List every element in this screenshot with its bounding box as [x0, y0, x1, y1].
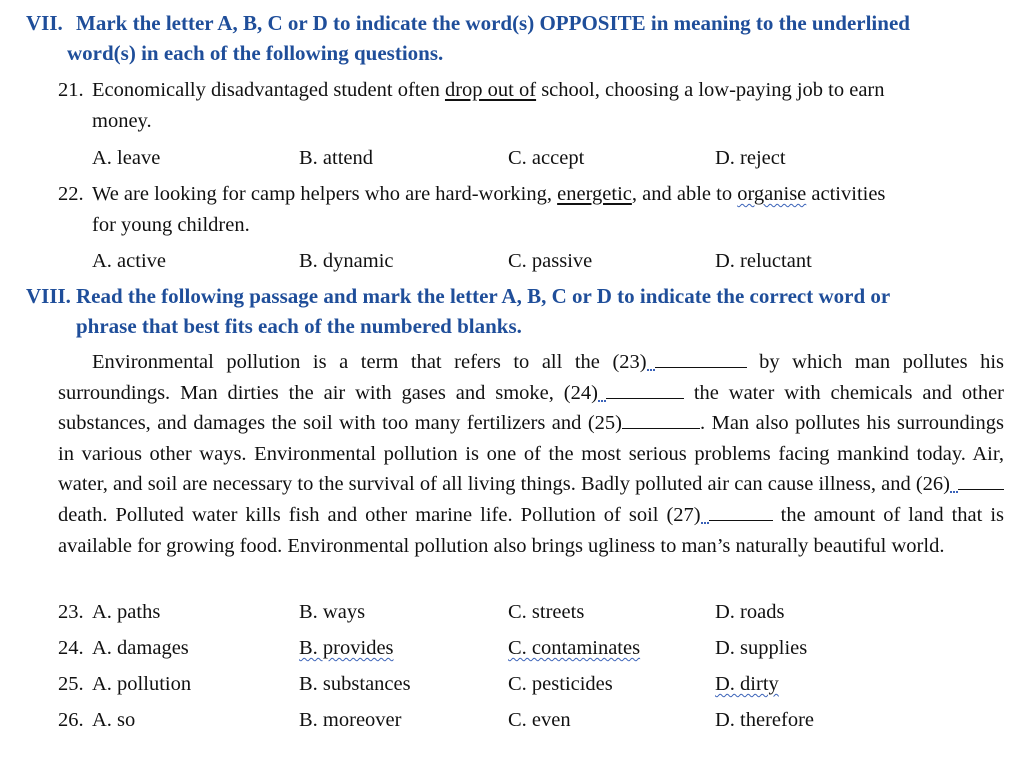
option-22-a[interactable]: A. active [92, 250, 166, 272]
section-8-line2: phrase that best fits each of the numbered blanks. [76, 314, 522, 338]
answer-23-b[interactable]: B. ways [299, 601, 366, 623]
answer-24-c[interactable]: C. contaminates [508, 637, 641, 659]
question-21-underlined: drop out of [444, 79, 537, 101]
question-22-underlined: energetic [557, 183, 632, 205]
question-22-line2: for young children. [92, 214, 250, 236]
answer-row-26 [58, 705, 998, 735]
answer-row-23 [58, 597, 998, 627]
option-22-c[interactable]: C. passive [508, 250, 593, 272]
section-7-line1: Mark the letter A, B, C or D to indicate the word(s) OPPOSITE in meaning to the underlined [76, 11, 910, 35]
section-8-heading [26, 281, 1006, 341]
answer-25-d[interactable]: D. dirty [715, 673, 779, 695]
answer-26-number: 26. [58, 709, 84, 731]
option-22-d[interactable]: D. reluctant [715, 250, 812, 272]
blank-26-number: (26) [915, 473, 950, 496]
answer-23-number: 23. [58, 601, 84, 623]
answer-24-b[interactable]: B. provides [299, 637, 394, 659]
blank-24[interactable] [606, 380, 684, 399]
answer-24-d[interactable]: D. supplies [715, 637, 808, 659]
passage-text-4: . Man also pollutes his surroundings in various other ways. Environmental pollution is one of the most serious problems facing mankind today. Air, water, and soil are necessary to the survival of all living things. Badly polluted air can cause illness, and [58, 412, 1004, 496]
blank-24-number: (24) [563, 381, 598, 404]
answer-25-a[interactable]: A. pollution [92, 673, 192, 695]
question-21-text: Economically disadvantaged student often [92, 79, 445, 101]
question-22-text: We are looking for camp helpers who are hard-working, [92, 183, 558, 205]
question-22-number: 22. [58, 183, 84, 205]
passage-text-6: the amount of land that is available for growing food. Environmental pollution also brings ugliness to man’s naturally beautiful world. [58, 503, 1004, 557]
section-7-number: VII. [26, 11, 63, 35]
answer-23-d[interactable]: D. roads [715, 601, 785, 623]
answer-25-number: 25. [58, 673, 84, 695]
answer-25-c[interactable]: C. pesticides [508, 673, 613, 695]
blank-25[interactable] [622, 410, 700, 429]
option-21-a[interactable]: A. leave [92, 147, 161, 169]
question-21 [58, 75, 1004, 137]
blank-23-number: (23) [612, 351, 647, 373]
question-22-text-mid: , and able to [631, 183, 738, 205]
answer-26-b[interactable]: B. moreover [299, 709, 402, 731]
answer-26-a[interactable]: A. so [92, 709, 136, 731]
blank-27[interactable] [709, 502, 773, 521]
blank-25-number: (25) [587, 412, 622, 435]
spellcheck-mark-icon [647, 363, 655, 371]
answer-24-number: 24. [58, 637, 84, 659]
answer-row-24 [58, 633, 998, 663]
question-22 [58, 179, 1004, 241]
answer-row-25 [58, 669, 998, 699]
passage-text-3: the water with chemicals and other substances, and damages the soil with too many fertilizers and [58, 381, 1004, 435]
blank-23[interactable] [655, 349, 747, 368]
section-7-heading [26, 8, 1006, 68]
answer-24-a[interactable]: A. damages [92, 637, 189, 659]
spellcheck-mark-icon [950, 485, 958, 493]
reading-passage [58, 347, 1004, 561]
passage-text-1: Environmental pollution is a term that refers to all the [92, 351, 613, 373]
answer-25-b[interactable]: B. substances [299, 673, 411, 695]
option-21-b[interactable]: B. attend [299, 147, 374, 169]
option-21-c[interactable]: C. accept [508, 147, 585, 169]
section-7-line2: word(s) in each of the following questions. [67, 41, 444, 65]
answer-26-d[interactable]: D. therefore [715, 709, 815, 731]
question-22-spellcheck-word: organise [737, 183, 807, 205]
spellcheck-mark-icon [598, 394, 606, 402]
blank-26[interactable] [958, 471, 1004, 490]
spellcheck-mark-icon [701, 516, 709, 524]
option-21-d[interactable]: D. reject [715, 147, 786, 169]
answer-23-a[interactable]: A. paths [92, 601, 161, 623]
section-8-line1: Read the following passage and mark the letter A, B, C or D to indicate the correct word or [76, 284, 891, 308]
section-8-number: VIII. [26, 284, 71, 308]
answer-26-c[interactable]: C. even [508, 709, 571, 731]
option-22-b[interactable]: B. dynamic [299, 250, 394, 272]
blank-27-number: (27) [666, 503, 701, 526]
question-21-text-end: school, choosing a low-paying job to earn [536, 79, 885, 101]
question-22-text-end: activities [806, 183, 886, 205]
answer-23-c[interactable]: C. streets [508, 601, 585, 623]
question-21-number: 21. [58, 79, 84, 101]
passage-text-2: by which man pollutes his surroundings. Man dirties the air with gases and smoke, [58, 351, 1005, 404]
passage-text-5: death. Polluted water kills fish and other marine life. Pollution of soil [58, 503, 667, 526]
question-21-line2: money. [92, 110, 152, 132]
